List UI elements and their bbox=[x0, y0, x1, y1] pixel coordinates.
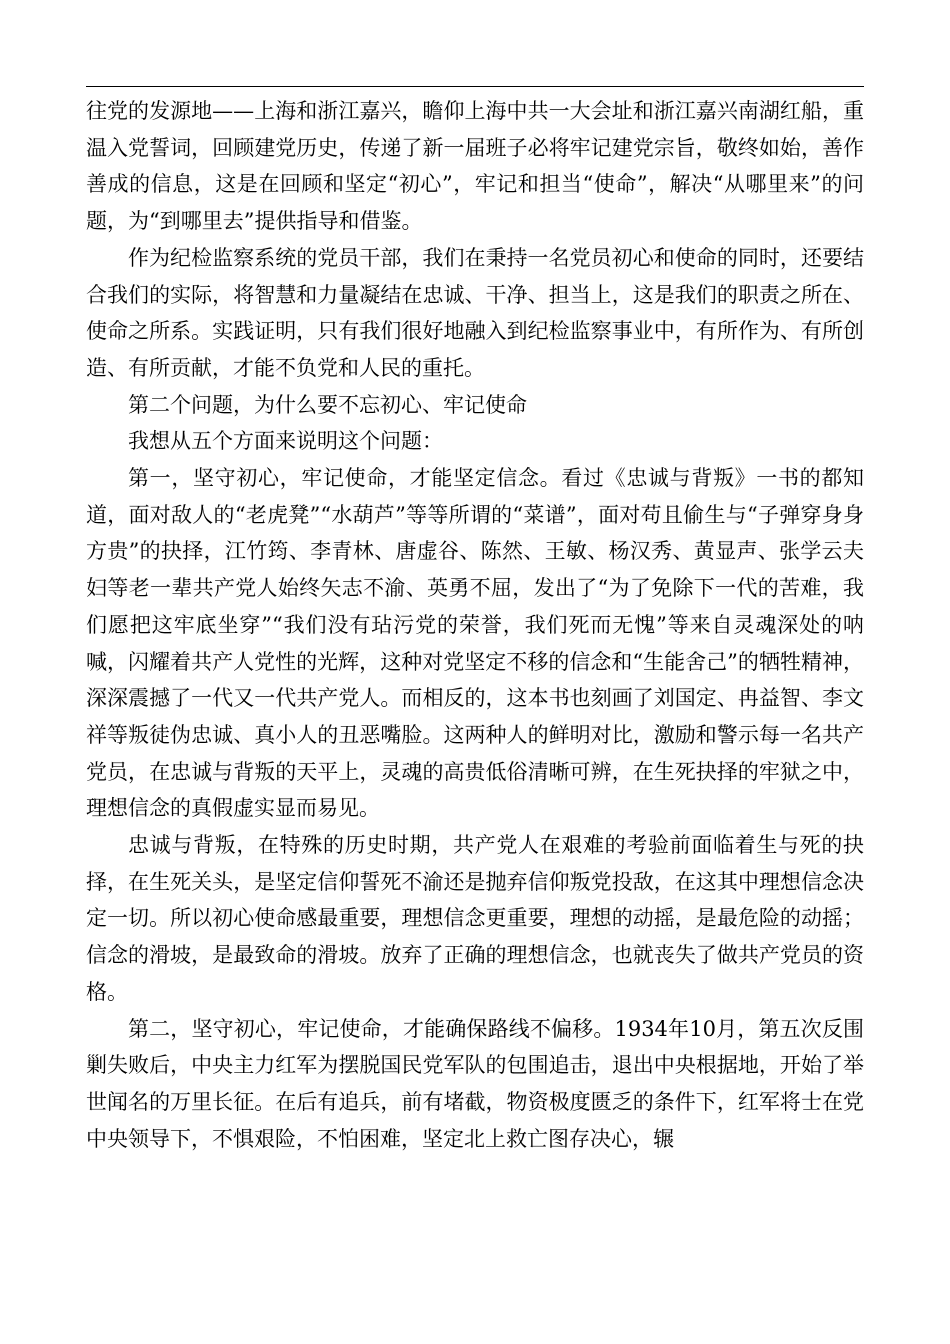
paragraph: 第二，坚守初心，牢记使命，才能确保路线不偏移。1934年10月，第五次反围剿失败后，中央主力红军为摆脱国民党军队的包围追击，退出中央根据地，开始了举世闻名的万里长征。在后有追兵，前有堵截，物资极度匮乏的条件下，红军将士在党中央领导下，不惧艰险，不怕困难，坚定北上救亡图存决心，辗 bbox=[86, 1016, 864, 1151]
header-rule bbox=[86, 86, 864, 87]
paragraph: 作为纪检监察系统的党员干部，我们在秉持一名党员初心和使命的同时，还要结合我们的实际，将智慧和力量凝结在忠诚、干净、担当上，这是我们的职责之所在、使命之所系。实践证明，只有我们很好地融入到纪检监察事业中，有所作为、有所创造、有所贡献，才能不负党和人民的重托。 bbox=[86, 245, 864, 380]
paragraph: 我想从五个方面来说明这个问题： bbox=[128, 429, 443, 454]
paragraph: 第一，坚守初心，牢记使命，才能坚定信念。看过《忠诚与背叛》一书的都知道，面对敌人的“老虎凳”“水葫芦”等等所谓的“菜谱”，面对苟且偷生与“子弹穿身身方贵”的抉择，江竹筠、李青林、唐虚谷、陈然、王敏、杨汉秀、黄显声、张学云夫妇等老一辈共产党人始终矢志不渝、英勇不屈，发出了“为了免除下一代的苦难，我们愿把这牢底坐穿”“我们没有玷污党的荣誉，我们死而无愧”等来自灵魂深处的呐喊，闪耀着共产人党性的光辉，这种对党坚定不移的信念和“生能舍己”的牺牲精神，深深震撼了一代又一代共产党人。而相反的，这本书也刻画了刘国定、冉益智、李文祥等叛徒伪忠诚、真小人的丑恶嘴脸。这两种人的鲜明对比，激励和警示每一名共产党员，在忠诚与背叛的天平上，灵魂的高贵低俗清晰可辨，在生死抉择的牢狱之中，理想信念的真假虚实显而易见。 bbox=[86, 466, 864, 821]
paragraph: 忠诚与背叛，在特殊的历史时期，共产党人在艰难的考验前面临着生与死的抉择，在生死关头，是坚定信仰誓死不渝还是抛弃信仰叛党投敌，在这其中理想信念决定一切。所以初心使命感最重要，理想信念更重要，理想的动摇，是最危险的动摇；信念的滑坡，是最致命的滑坡。放弃了正确的理想信念，也就丧失了做共产党员的资格。 bbox=[86, 833, 864, 1004]
paragraph-continuation: 往党的发源地——上海和浙江嘉兴，瞻仰上海中共一大会址和浙江嘉兴南湖红船，重温入党誓词，回顾建党历史，传递了新一届班子必将牢记建党宗旨，敬终如始，善作善成的信息，这是在回顾和坚定“初心”，牢记和担当“使命”，解决“从哪里来”的问题，为“到哪里去”提供指导和借鉴。 bbox=[86, 99, 864, 234]
document-body bbox=[86, 93, 864, 1157]
section-heading: 第二个问题，为什么要不忘初心、牢记使命 bbox=[128, 392, 527, 417]
